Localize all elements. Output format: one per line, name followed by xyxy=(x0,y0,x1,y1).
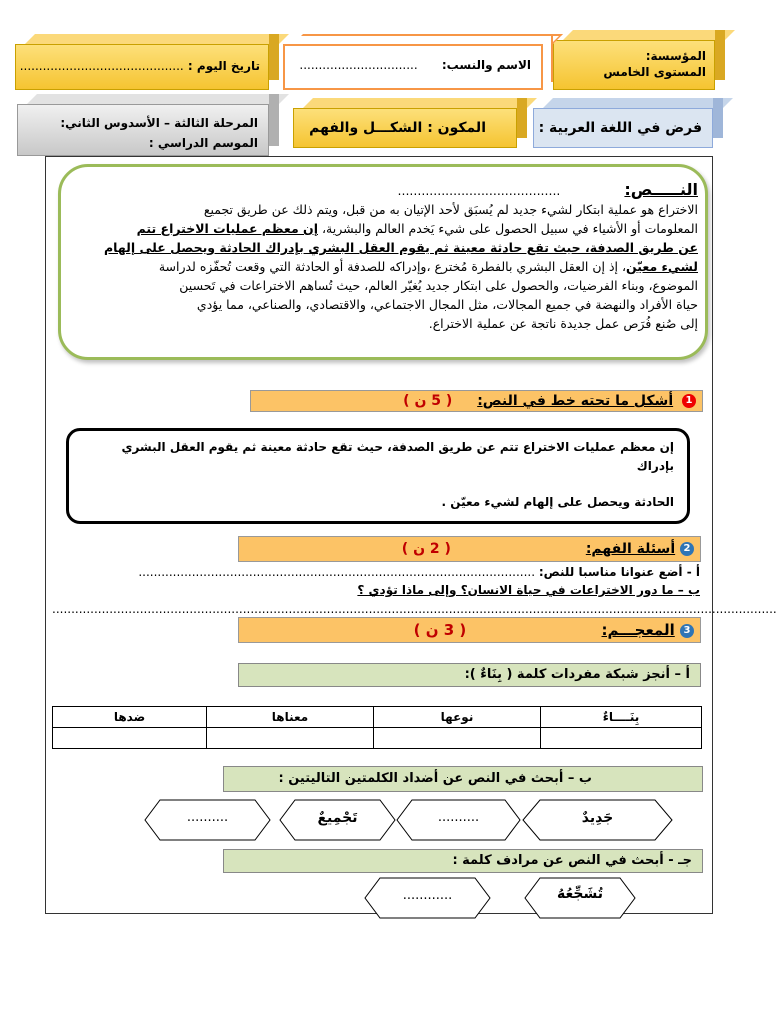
word-gathering: تَجْمِيعٌ xyxy=(317,810,358,826)
text-line-5: الموضوع، وبناء الفرضيات، والحصول على ابتكار جديد يُغيّر العالم، حيث تُساهم الاختراعات في تَحسين xyxy=(179,278,698,293)
table-header-word: بِنَــــاءٌ xyxy=(541,707,702,728)
table-header-meaning: معناها xyxy=(207,707,374,728)
text-line-4: ، إذ إن العقل البشري بالفطرة مُخترع ،وإدراكه للصدفة أو الحادثة التي وقعت تُحفّزه لدراسة xyxy=(158,259,627,274)
q3-c-label: جـ - أبحث في النص عن مرادف كلمة : xyxy=(452,853,692,868)
q1-points: ( 5 ن ) xyxy=(403,393,453,409)
q3-a-label: أ – أنجز شبكة مفردات كلمة ( بِنَاءٌ ): xyxy=(464,667,690,682)
q3-c-bar xyxy=(223,849,703,873)
level-label: المستوى الخامس xyxy=(603,65,706,79)
answer-dots-2[interactable]: .......... xyxy=(186,810,229,825)
date-label: تاريخ اليوم : xyxy=(187,59,260,73)
q1-box-line-2: بإدراك xyxy=(636,459,674,473)
q2-number: 2 xyxy=(680,542,694,556)
stage-line-1: المرحلة الثالثة – الأسدوس الثاني: xyxy=(60,116,258,130)
text-underlined-3: لشيء معيّن xyxy=(626,259,698,274)
q2-points: ( 2 ن ) xyxy=(401,541,451,557)
text-line-2: المعلومات أو الأشياء في سبيل الحصول على شيء يَخدم العالم والبشرية، xyxy=(318,221,698,236)
stage-line-2: الموسم الدراسي : xyxy=(148,136,258,150)
text-line-6: حياة الأفراد والنهضة في جميع المجالات، مثل المجال الاجتماعي، والاقتصادي، والصناعي، مما يؤدي xyxy=(196,297,698,312)
institution-label: المؤسسة: xyxy=(645,49,706,63)
q2-b-dots: .............................................................................................................................................................................................. xyxy=(52,602,777,616)
q1-box-line-3: الحادثة ويحصل على إلهام لشيء معيّن . xyxy=(441,495,674,509)
exam-title: فرض في اللغة العربية : xyxy=(538,120,702,136)
table-header-type: نوعها xyxy=(374,707,541,728)
text-line-1: الاختراع هو عملية ابتكار لشيء جديد لم يُسبَق لأحد الإتيان به من قبل، ويتم ذلك عن طريق تجميع xyxy=(203,202,698,217)
name-dots: ............................... xyxy=(299,58,418,72)
q2-a-dots: ........................................................................................................ xyxy=(138,565,536,579)
q2-a-label: أ - أضع عنوانا مناسبا للنص: xyxy=(538,565,700,579)
text-underlined-1: إن معظم عمليات الاختراع تتم xyxy=(136,221,318,236)
text-underlined-2: عن طريق الصدفة، حيث تقع حادثة معينة ثم يقوم العقل البشري بإدراك الحادثة ويحصل على إلهام xyxy=(104,240,698,255)
text-line-7: إلى صُنع فُرَص عمل جديدة ناتجة عن عملية الاختراع. xyxy=(428,316,698,331)
q1-label: أشكل ما تحته خط في النص: xyxy=(477,393,674,409)
q3-points: ( 3 ن ) xyxy=(413,621,467,639)
q3-label: المعجـــم: xyxy=(601,621,675,639)
q3-number: 3 xyxy=(680,624,694,638)
text-title: النـــــص: xyxy=(624,180,698,199)
q3-b-label: ب – أبحث في النص عن أضداد الكلمتين التاليتين : xyxy=(278,771,592,786)
answer-dots-1[interactable]: .......... xyxy=(437,810,480,825)
q1-box-line-1: إن معظم عمليات الاختراع تتم عن طريق الصدفة، حيث تقع حادثة معينة ثم يقوم العقل البشري xyxy=(121,440,674,454)
component-title: المكون : الشكـــل والفهم xyxy=(309,120,486,136)
answer-dots-3[interactable]: ............ xyxy=(402,888,453,903)
q1-number: 1 xyxy=(682,394,696,408)
date-dots: ........................................... xyxy=(19,59,184,73)
q2-label: أسئلة الفهم: xyxy=(585,541,676,557)
table-header-opposite: ضدها xyxy=(53,707,207,728)
q2-b-label: ب – ما دور الاختراعات في حياة الانسان؟ وإلى ماذا تؤدي ؟ xyxy=(357,583,700,597)
word-encourages: تُشَجِّعُهُ xyxy=(557,886,603,902)
word-new: جَدِيدٌ xyxy=(581,810,614,826)
name-label: الاسم والنسب: xyxy=(441,58,531,72)
text-title-dots: ......................................... xyxy=(397,183,561,198)
